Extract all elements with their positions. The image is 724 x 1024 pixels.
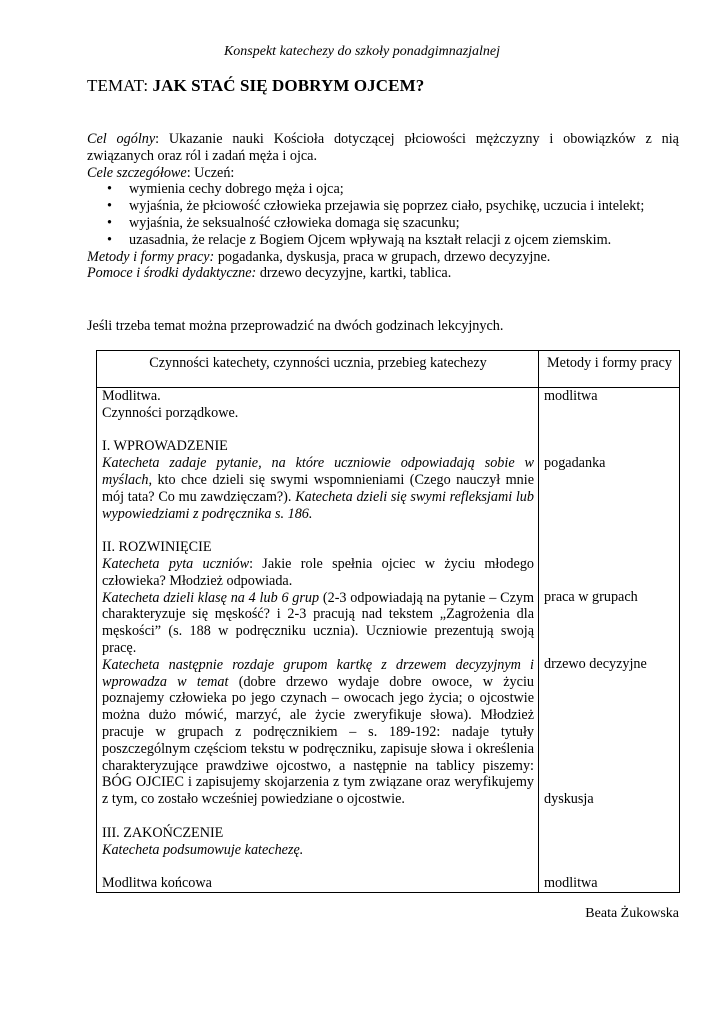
title-text: JAK STAĆ SIĘ DOBRYM OJCEM?	[152, 76, 425, 95]
document-header: Konspekt katechezy do szkoły ponadgimnazjalnej	[223, 44, 501, 59]
objective-item: • wyjaśnia, że seksualność człowieka domaga się szacunku;	[107, 214, 460, 231]
general-goal	[87, 131, 679, 165]
ending-paragraph: Katecheta podsumowuje katechezę.	[102, 841, 304, 858]
lesson-note: Jeśli trzeba temat można przeprowadzić na dwóch godzinach lekcyjnych.	[87, 318, 504, 334]
final-prayer: Modlitwa końcowa	[102, 875, 212, 892]
admin-tasks: Czynności porządkowe.	[102, 404, 239, 421]
intro-paragraph: Katecheta zadaje pytanie, na które uczniowie odpowiadają sobie w myślach, kto chce dzieli się swymi wspomnieniami (Czego nauczył mnie mój tata? Co mu zawdzięczam?). Katecheta dzieli się swymi refleksjami lub wypowiedziami z podręcznika s. 186.	[102, 455, 534, 522]
objective-item: • uzasadnia, że relacje z Bogiem Ojcem wpływają na kształt relacji z ojcem ziemskim.	[107, 231, 612, 248]
method-decision-tree: drzewo decyzyjne	[544, 656, 647, 672]
specific-goals	[87, 165, 679, 182]
section-heading-development: II. ROZWINIĘCIE	[102, 539, 212, 556]
table-row	[97, 388, 680, 893]
general-goal-label: Cel ogólny	[87, 131, 156, 147]
lesson-title	[87, 78, 424, 95]
general-goal-text: : Ukazanie nauki Kościoła dotyczącej płciowości mężczyzny i obowiązków z nią związanych oraz ról i zadań męża i ojca.	[87, 131, 679, 164]
objective-item: • wyjaśnia, że płciowość człowieka przejawia się poprzez ciało, psychikę, uczucia i intelekt;	[107, 198, 645, 215]
development-paragraph-1: Katecheta pyta uczniów: Jakie role spełnia ojciec w życiu młodego człowieka? Młodzież odpowiada.	[102, 555, 535, 589]
aids-label: Pomoce i środki dydaktyczne:	[87, 265, 257, 282]
development-paragraph-2: Katecheta dzieli klasę na 4 lub 6 grup (2-3 odpowiadają na pytanie – Czym charakteryzuje się męskość? i 2-3 pracują nad tekstem „Zagrożenia dla męskości” (s. 188 w podręczniku ucznia). Uczniowie prezentują swoją pracę.	[102, 589, 534, 656]
development-paragraph-3: Katecheta następnie rozdaje grupom kartkę z drzewem decyzyjnym i wprowadza w temat (dobre drzewo wydaje dobre owoce, w życiu poznajemy człowieka po jego czynach – owocach jego życia; o ojcostwie można dużo mówić, marzyć, ale życie zweryfikuje słowa). Młodzież pracuje w grupach z podręcznikiem – s. 189-192: nadaje tytuły poszczególnym częściom tekstu w podręczniku, zapisuje słowa i określenia charakteryzujące prawdziwe ojcostwo, a następnie na tablicy piszemy: BÓG OJCIEC i zapisujemy skojarzenia z tym związane oraz weryfikujemy z tym, co zostało wcześniej powiedziane o ojcostwie.	[102, 656, 534, 808]
activities-cell	[97, 388, 539, 893]
title-prefix: TEMAT:	[87, 76, 153, 95]
column-header-activities: Czynności katechety, czynności ucznia, przebieg katechezy	[97, 351, 539, 388]
lesson-goals	[87, 131, 679, 282]
method-final-prayer: modlitwa	[544, 875, 598, 891]
method-discussion: dyskusja	[544, 791, 594, 807]
column-header-methods: Metody i formy pracy	[539, 351, 680, 388]
section-heading-intro: I. WPROWADZENIE	[102, 438, 228, 455]
lesson-plan-table	[96, 350, 680, 893]
bullet-icon: •	[107, 198, 112, 215]
aids-text: drzewo decyzyjne, kartki, tablica.	[256, 265, 452, 282]
specific-goals-label: Cele szczegółowe	[87, 164, 187, 181]
prayer: Modlitwa.	[102, 388, 161, 404]
aids-line	[87, 265, 679, 282]
method-group-work: praca w grupach	[544, 589, 638, 605]
section-heading-ending: III. ZAKOŃCZENIE	[102, 824, 224, 841]
methods-line	[87, 249, 679, 266]
methods-text: pogadanka, dyskusja, praca w grupach, drzewo decyzyjne.	[214, 248, 551, 265]
bullet-icon: •	[107, 214, 112, 231]
author-signature: Beata Żukowska	[585, 906, 679, 921]
table-header-row	[97, 351, 680, 388]
method-prayer: modlitwa	[544, 388, 598, 404]
specific-goals-text: : Uczeń:	[186, 164, 235, 181]
objective-item: • wymienia cechy dobrego męża i ojca;	[107, 181, 344, 198]
methods-cell	[539, 388, 680, 893]
objectives-list	[87, 181, 679, 248]
bullet-icon: •	[107, 181, 112, 198]
methods-label: Metody i formy pracy:	[87, 248, 215, 265]
bullet-icon: •	[107, 231, 112, 248]
method-talk: pogadanka	[544, 455, 606, 471]
